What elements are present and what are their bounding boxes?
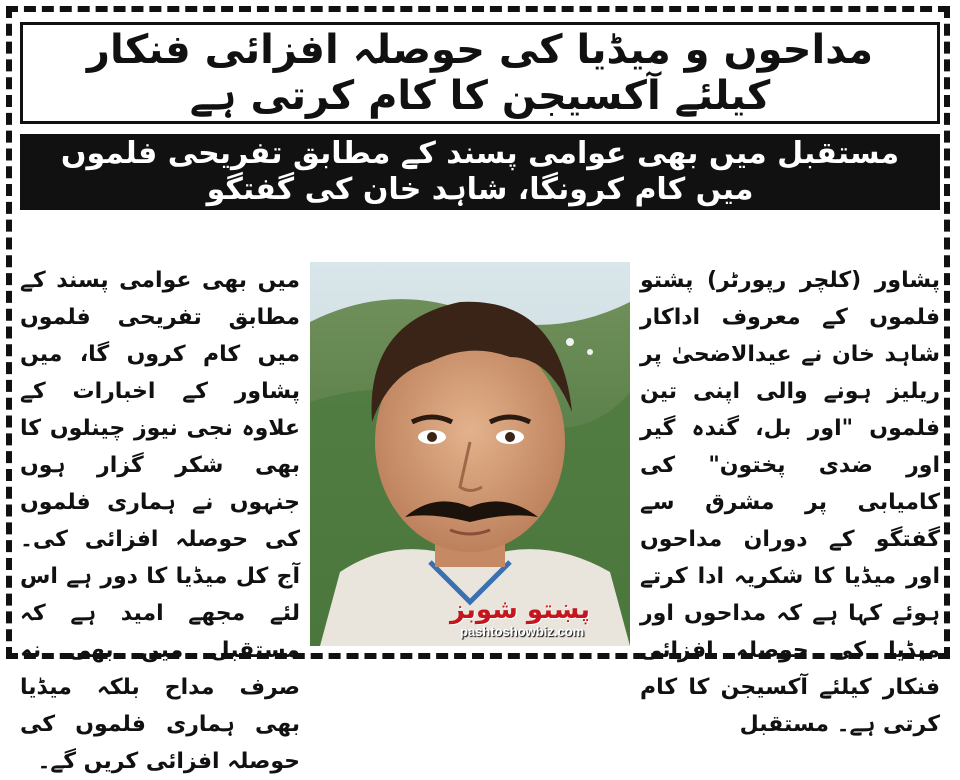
article-intro-text: پشاور (کلچر رپورٹر) پشتو فلموں کے معروف اداکار شاہد خان نے عیدالاضحیٰ پر ریلیز ہونے والی اپنی تین فلموں "اور بل، گندہ گیر اور ضدی پختون" کی کامیابی پر مشرق سے گفتگو کے دوران مداحوں اور میڈیا کا شکریہ ادا کرتے ہوئے کہا ہے کہ مداحوں اور میڈیا کی حوصلہ افزائی فنکار کیلئے آکسیجن کا کام کرتی ہے۔ مستقبل xyxy=(640,268,940,737)
watermark-logo-urdu: پښتو شوبز xyxy=(450,595,590,625)
subheadline-banner xyxy=(20,134,940,210)
photo-illustration xyxy=(310,262,630,646)
article-column-left xyxy=(20,262,300,780)
article-column-right xyxy=(640,262,940,743)
watermark-url: pashtoshowbiz.com xyxy=(460,624,585,639)
article-continuation-text: میں بھی عوامی پسند کے مطابق تفریحی فلموں میں کام کروں گا، میں پشاور کے اخبارات کے علاوہ نجی نیوز چینلوں کا بھی شکر گزار ہوں جنہوں نے ہماری فلموں کی حوصلہ افزائی کی۔ آج کل میڈیا کا دور ہے اس لئے مجھے امید ہے کہ مستقبل میں بھی نہ صرف مداح بلکہ میڈیا بھی ہماری فلموں کی حوصلہ افزائی کریں گے۔ xyxy=(20,268,300,774)
headline: مداحوں و میڈیا کی حوصلہ افزائی فنکار کیلئے آکسیجن کا کام کرتی ہے xyxy=(86,27,874,119)
actor-photo xyxy=(310,262,630,646)
subheadline: مستقبل میں بھی عوامی پسند کے مطابق تفریحی فلموں میں کام کرونگا، شاہد خان کی گفتگو xyxy=(60,136,900,207)
headline-box xyxy=(20,22,940,124)
